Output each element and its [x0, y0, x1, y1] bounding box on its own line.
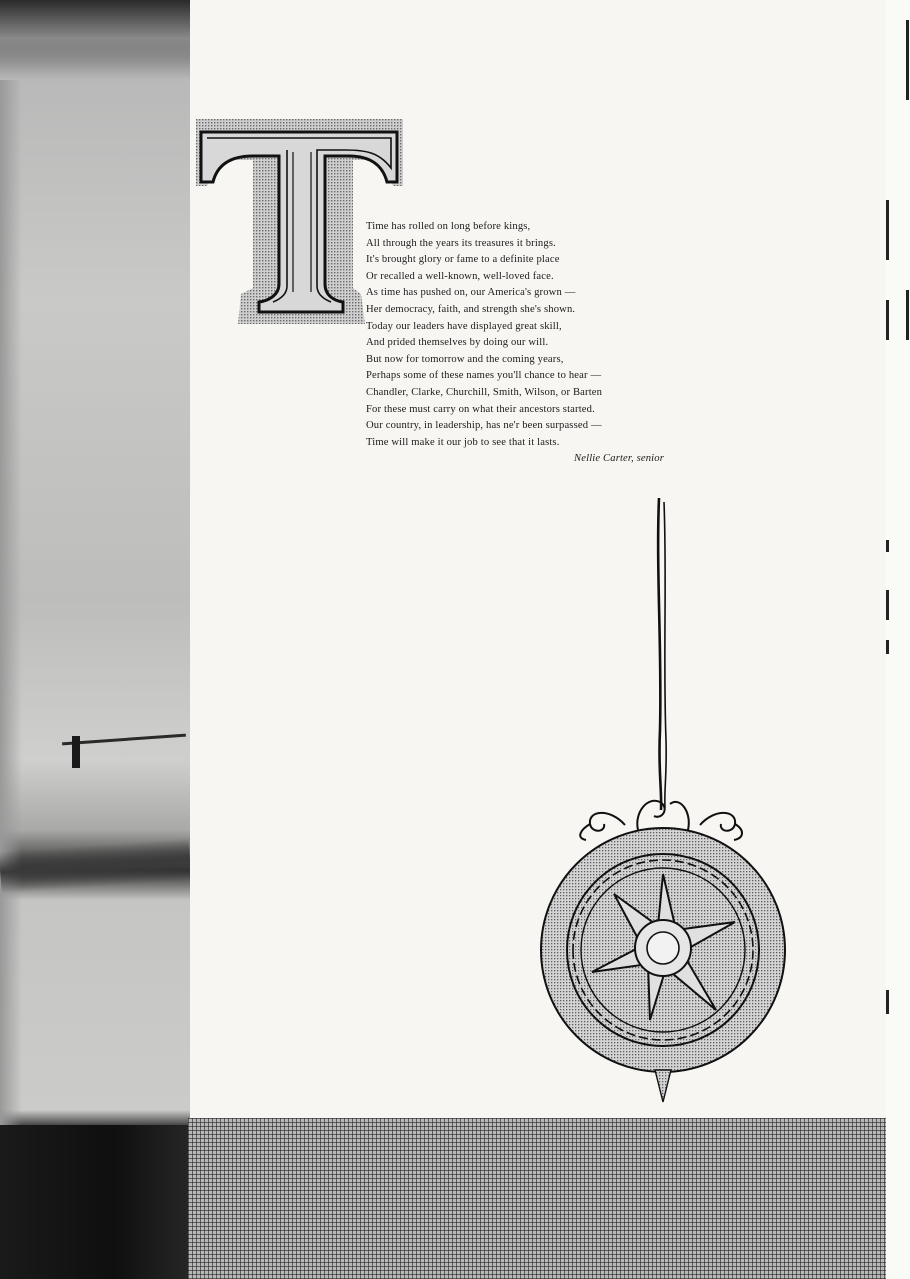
- photo-edge: [0, 80, 22, 1130]
- poem-line: It's brought glory or fame to a definite place: [366, 254, 560, 266]
- right-page-edge: [886, 0, 910, 1279]
- photo-dark-stripe: [0, 838, 191, 893]
- poem-line: But now for tomorrow and the coming years,: [366, 353, 564, 365]
- poem-line: As time has pushed on, our America's grown —: [366, 287, 576, 299]
- poem-line: Our country, in leadership, has ne'r been surpassed —: [366, 420, 602, 432]
- photo-post: [72, 736, 80, 768]
- poem-author: Nellie Carter, senior: [574, 453, 664, 465]
- facing-page-photo: [0, 0, 190, 1279]
- poem-line: For these must carry on what their ancestors started.: [366, 403, 595, 415]
- edge-mark: [886, 200, 889, 260]
- clock-pendulum-icon: [530, 490, 800, 1110]
- edge-mark: [886, 640, 889, 654]
- poem-line: Time will make it our job to see that it lasts.: [366, 436, 560, 448]
- edge-mark: [906, 290, 909, 340]
- edge-mark: [886, 300, 889, 340]
- photo-dark-bottom: [0, 1125, 190, 1279]
- poem-line: And prided themselves by doing our will.: [366, 337, 549, 349]
- poem-line: Perhaps some of these names you'll chance to hear —: [366, 370, 602, 382]
- photo-shadow: [0, 0, 190, 70]
- poem: [366, 219, 666, 468]
- poem-line: Chandler, Clarke, Churchill, Smith, Wilson, or Barten: [366, 386, 603, 398]
- halftone-band: [188, 1118, 886, 1279]
- edge-mark: [886, 590, 889, 620]
- poem-line: Or recalled a well-known, well-loved face.: [366, 270, 554, 282]
- poem-line: Today our leaders have displayed great skill,: [366, 320, 562, 332]
- poem-line: All through the years its treasures it brings.: [366, 237, 556, 249]
- edge-mark: [906, 20, 909, 100]
- edge-mark: [886, 990, 889, 1014]
- photo-wire: [62, 734, 186, 746]
- edge-mark: [886, 540, 889, 552]
- poem-line: Time has rolled on long before kings,: [366, 221, 531, 232]
- poem-line: Her democracy, faith, and strength she's shown.: [366, 303, 576, 315]
